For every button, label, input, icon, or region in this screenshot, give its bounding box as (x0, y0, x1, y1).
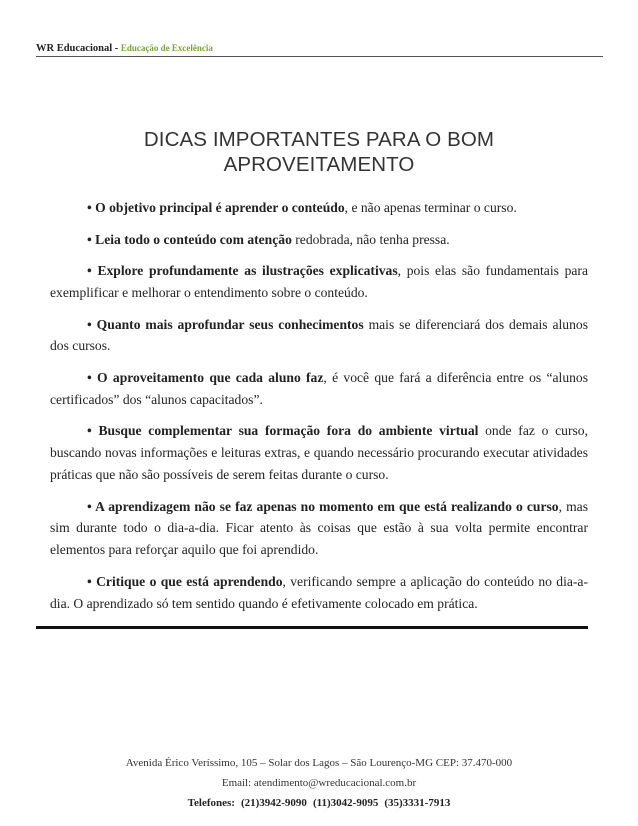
page-title (60, 127, 578, 177)
brand-name: WR Educacional (36, 43, 113, 54)
brand-slogan: Educação de Excelência (120, 43, 213, 53)
tip-highlight: • O objetivo principal é aprender o conteúdo (87, 200, 345, 215)
tip-highlight: • Leia todo o conteúdo com atenção (87, 231, 292, 247)
tip-highlight: • Explore profundamente as ilustrações explicativas (87, 263, 398, 279)
tip-text: , é você que fará a diferência entre os “alunos certificados” dos “alunos capacitados”. (50, 369, 588, 407)
tip-text: , mas sim durante todo o dia-a-dia. Ficar atento às coisas que estão à sua volta permite encontrar elementos para reforçar aquilo que foi aprendido. (50, 498, 588, 558)
section-divider (36, 626, 588, 629)
tip-text: redobrada, não tenha pressa. (291, 231, 450, 247)
footer-phones (60, 793, 578, 813)
phone-number: (35)3331-7913 (384, 797, 451, 809)
tip-text: , pois elas são fundamentais para exemplificar e melhorar o entendimento sobre o conteúdo. (50, 263, 588, 300)
header-separator: - (112, 43, 121, 54)
tip-item (50, 197, 588, 219)
tip-item (50, 229, 588, 251)
tip-item (50, 420, 588, 485)
page-header (36, 42, 603, 57)
tip-text: , e não apenas terminar o curso. (344, 200, 517, 215)
tip-item (50, 496, 588, 561)
tip-highlight: • A aprendizagem não se faz apenas no momento em que está realizando o curso (87, 498, 559, 514)
tip-item (50, 571, 588, 615)
tip-highlight: • O aproveitamento que cada aluno faz (87, 369, 324, 385)
tip-item (50, 260, 588, 304)
title-line-2: APROVEITAMENTO (223, 153, 415, 176)
tip-highlight: • Busque complementar sua formação fora do ambiente virtual (87, 423, 479, 439)
phone-number: (21)3942-9090 (240, 797, 307, 809)
footer-address: Avenida Érico Veríssimo, 105 – Solar dos Lagos – São Lourenço-MG CEP: 37.470-000 (125, 757, 513, 769)
tip-highlight: • Quanto mais aprofundar seus conhecimentos (87, 316, 364, 332)
phones-label: Telefones: (187, 797, 235, 809)
tip-text: mais se diferenciará dos demais alunos dos cursos. (50, 316, 588, 354)
footer-email: Email: atendimento@wreducacional.com.br (221, 777, 417, 789)
tip-text: onde faz o curso, buscando novas informações e leituras extras, e quando necessário procurando executar atividades práticas que não são possíveis de serem feitas durante o curso. (50, 423, 588, 482)
page-footer (60, 753, 578, 813)
tip-highlight: • Critique o que está aprendendo (87, 573, 283, 589)
phone-number: (11)3042-9095 (312, 797, 379, 809)
tip-text: , verificando sempre a aplicação do conteúdo no dia-a-dia. O aprendizado só tem sentido quando é efetivamente colocado em prática. (50, 573, 588, 611)
tip-item (50, 314, 588, 358)
tips-list (50, 197, 588, 624)
tip-item (50, 367, 588, 411)
title-line-1: DICAS IMPORTANTES PARA O BOM (143, 128, 495, 151)
